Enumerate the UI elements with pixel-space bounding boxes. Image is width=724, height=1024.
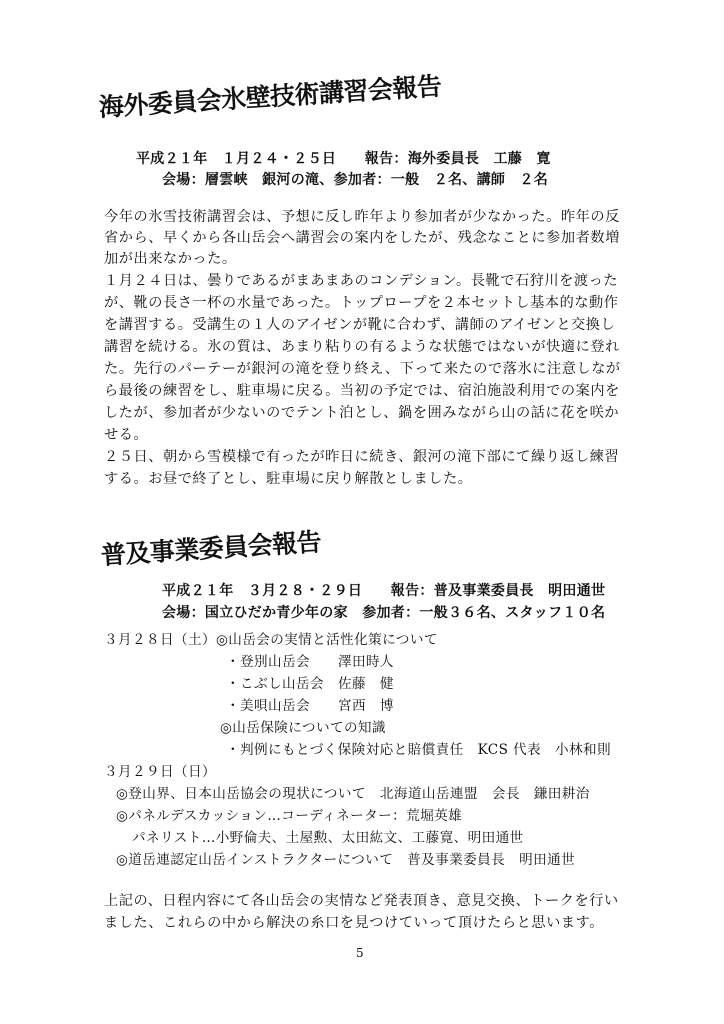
body-line: 今年の氷雪技術講習会は、予想に反し昨年より参加者が少なかった。昨年の反 bbox=[104, 209, 620, 225]
body-line: 省から、早くから各山岳会へ講習会の案内をしたが、残念なことに参加者数増 bbox=[104, 230, 620, 246]
schedule-day1-header: ３月２８日（土）◎山岳会の実情と活性化策について bbox=[104, 632, 438, 648]
body-line: ２５日、朝から雪模様で有ったが昨日に続き、銀河の滝下部にて繰り返し練習 bbox=[104, 449, 620, 465]
body-line: ら最後の練習をし、駐車場に戻る。当初の予定では、宿泊施設利用での案内を bbox=[104, 383, 620, 399]
body-line: したが、参加者が少ないのでテント泊とし、鍋を囲みながら山の話に花を咲か bbox=[104, 405, 620, 421]
closing-line: ました、これらの中から解決の糸口を見つけていって頂けたらと思います。 bbox=[104, 915, 604, 931]
closing-line: 上記の、日程内容にて各山岳会の実情など発表頂き、意見交換、トークを行い bbox=[104, 893, 619, 909]
section2-date-reporter: 平成２１年 ３月２８・２９日 報告：普及事業委員長 明田通世 bbox=[162, 583, 606, 599]
section1-title: 海外委員会氷壁技術講習会報告 bbox=[98, 71, 443, 123]
body-line: 講習を続ける。氷の質は、あまり粘りの有るような状態ではないが快適に登れ bbox=[104, 339, 620, 355]
body-line: を講習する。受講生の１人のアイゼンが靴に合わず、講師のアイゼンと交換し bbox=[104, 317, 616, 333]
schedule-item: ◎パネルデスカッション…コーディネーター：荒堀英雄 bbox=[116, 808, 463, 824]
body-line: た。先行のパーテーが銀河の滝を登り終え、下って来たので落氷に注意しなが bbox=[104, 361, 621, 377]
schedule-item: ◎山岳保険についての知識 bbox=[220, 720, 386, 736]
section2-venue-participants: 会場：国立ひだか青少年の家 参加者：一般３６名、スタッフ１０名 bbox=[162, 605, 606, 621]
body-line: せる。 bbox=[104, 427, 149, 443]
schedule-item: ・美唄山岳会 宮西 博 bbox=[226, 698, 394, 714]
section1-venue-participants: 会場：層雲峡 銀河の滝、参加者：一般 ２名、講師 ２名 bbox=[162, 172, 549, 188]
body-line: １月２４日は、曇りであるがまあまあのコンデション。長靴で石狩川を渡った bbox=[104, 273, 619, 289]
section2-title: 普及事業委員会報告 bbox=[100, 527, 322, 571]
body-line: が、靴の長さ一杯の水量であった。トップロープを２本セットし基本的な動作 bbox=[104, 295, 619, 311]
schedule-item: ◎道岳連認定山岳インストラクターについて 普及事業委員長 明田通世 bbox=[116, 852, 576, 868]
schedule-day2-header: ３月２９日（日） bbox=[104, 764, 216, 780]
schedule-item: パネリスト…小野倫夫、土屋勲、太田紘文、工藤寛、明田通世 bbox=[132, 830, 524, 846]
section1-date-reporter: 平成２１年 １月２４・２５日 報告：海外委員長 工藤 寛 bbox=[136, 151, 551, 167]
body-line: 加が出来なかった。 bbox=[104, 251, 237, 267]
schedule-item: ◎登山界、日本山岳協会の現状について 北海道山岳連盟 会長 鎌田耕治 bbox=[116, 786, 590, 802]
schedule-item: ・判例にもとづく保険対応と賠償責任 KCS 代表 小林和則 bbox=[226, 742, 611, 758]
body-line: する。お昼で終了とし、駐車場に戻り解散としました。 bbox=[104, 471, 473, 487]
schedule-item: ・登別山岳会 澤田時人 bbox=[226, 654, 394, 670]
page-number: 5 bbox=[356, 946, 364, 960]
schedule-item: ・こぶし山岳会 佐藤 健 bbox=[226, 676, 394, 692]
